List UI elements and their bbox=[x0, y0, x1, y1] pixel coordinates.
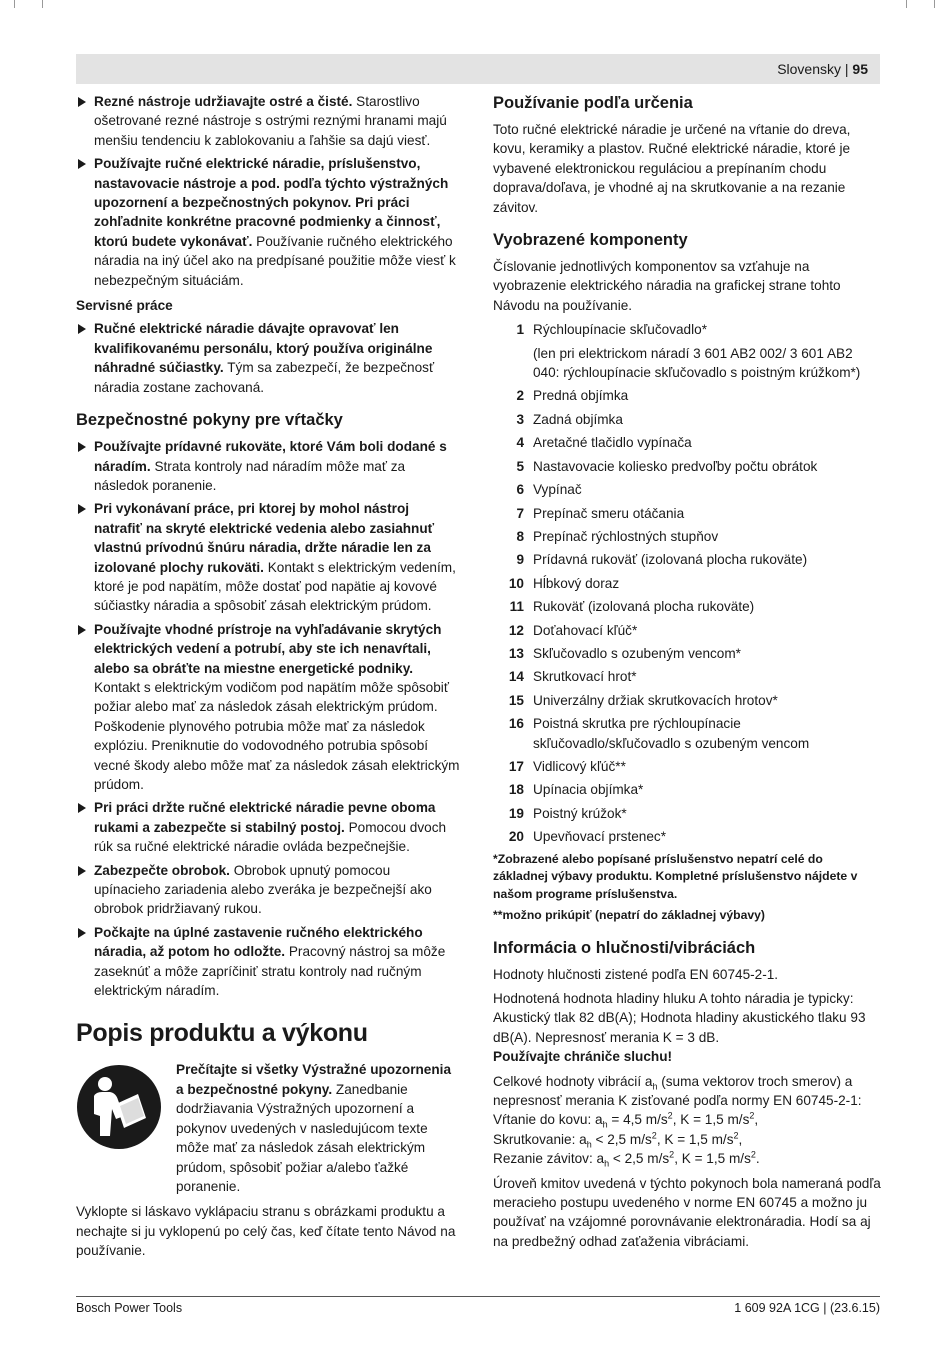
component-label: Rýchloupínacie skľučovadlo* bbox=[533, 322, 707, 338]
component-list bbox=[493, 320, 881, 846]
bullet-text: Pracovný nástroj sa môže zaseknúť a môže zapríčiniť stratu kontroly nad ručným elektrickým náradím. bbox=[94, 944, 446, 999]
page-header bbox=[76, 54, 880, 84]
component-item bbox=[493, 691, 881, 710]
safety-bullet bbox=[76, 861, 460, 919]
components-heading: Vyobrazené komponenty bbox=[493, 231, 688, 250]
left-column bbox=[76, 92, 460, 1265]
component-number: 3 bbox=[516, 411, 524, 427]
component-number: 8 bbox=[516, 528, 524, 544]
bullet-bold: Ručné elektrické náradie dávajte opravovať len kvalifikovanému personálu, ktorý používa originálne náhradné súčiastky. bbox=[94, 321, 433, 376]
component-label: Upínacia objímka* bbox=[533, 782, 644, 798]
safety-bullet bbox=[76, 499, 460, 615]
component-number: 11 bbox=[509, 599, 524, 615]
vibration-intro: Celkové hodnoty vibrácií a bbox=[493, 1073, 653, 1089]
component-label: Skrutkovací hrot* bbox=[533, 669, 637, 685]
component-label: Poistný krúžok* bbox=[533, 805, 627, 821]
component-item bbox=[493, 597, 881, 616]
component-label: Hĺbkový doraz bbox=[533, 575, 620, 591]
component-number: 10 bbox=[508, 575, 524, 591]
page-number: 95 bbox=[852, 61, 868, 77]
intended-use-text: Toto ručné elektrické náradie je určené na vŕtanie do dreva, kovu, keramiky a plastov. Ručné elektrické náradie, ktoré je vybavené elektronickou reguláciou a prepínaním chodu doprava/doľava, je vhodné aj na skrutkovanie a na rezanie závitov. bbox=[493, 122, 851, 215]
component-item bbox=[493, 667, 881, 686]
fold-out-text: Vyklopte si láskavo vyklápaciu stranu s obrázkami produktu a nechajte si ju vyklopenú po celý čas, keď čítate tento Návod na používanie. bbox=[76, 1204, 456, 1259]
footer-divider bbox=[76, 1296, 880, 1297]
bullet-bold: Používajte prídavné rukoväte, ktoré Vám boli dodané s náradím. bbox=[94, 439, 447, 474]
component-label: Nastavovacie koliesko predvoľby počtu obrátok bbox=[533, 458, 818, 474]
warn-text: Zanedbanie dodržiavania Výstražných upozornení a pokynov uvedených v nasledujúcom texte môže mať za následok zásah elektrickým prúdom, spôsobiť požiar a/alebo ťažké poranenie. bbox=[176, 1081, 428, 1194]
vib-threading-value: < 2,5 m/s bbox=[609, 1151, 670, 1167]
vibration-explanation: Úroveň kmitov uvedená v týchto pokynoch bola nameraná podľa meracieho postupu uvedeného v norme EN 60745 a možno ju používať na vzájomné porovnávanie elektronáradia. Hodí sa aj na predbežný odhad zaťaženia vibráciami. bbox=[493, 1175, 881, 1249]
bullet-bold: Pri práci držte ručné elektrické náradie pevne oboma rukami a zabezpečte si stabilný postoj. bbox=[94, 800, 436, 835]
component-number: 20 bbox=[508, 829, 524, 845]
component-number: 5 bbox=[516, 458, 524, 474]
component-number: 15 bbox=[508, 692, 524, 708]
vib-drilling-label: Vŕtanie do kovu: a bbox=[493, 1112, 603, 1128]
component-item bbox=[493, 780, 881, 799]
crop-mark bbox=[934, 0, 935, 8]
component-label: Predná objímka bbox=[533, 388, 629, 404]
component-number: 16 bbox=[508, 716, 524, 732]
safety-bullet bbox=[76, 923, 460, 1001]
superscript-2: 2 bbox=[750, 1149, 756, 1160]
accessory-note: *Zobrazené alebo popísané príslušenstvo nepatrí celé do základnej výbavy produktu. Kompletné príslušenstvo nájdete v našom programe príslušenstva. bbox=[493, 851, 858, 901]
component-number: 2 bbox=[516, 388, 524, 404]
bullet-bold: Používajte vhodné prístroje na vyhľadávanie skrytých elektrických vedení a potrubí, aby ste ich nenavŕtali, alebo sa obráťte na miestne energetické podniky. bbox=[94, 621, 442, 676]
component-number: 14 bbox=[508, 669, 524, 685]
component-label: Poistná skrutka pre rýchloupínacie skľučovadlo/skľučovadlo s ozubeným vencom bbox=[533, 716, 810, 751]
drill-safety-heading: Bezpečnostné pokyny pre vŕtačky bbox=[76, 411, 343, 430]
bullet-arrow-icon bbox=[78, 442, 86, 452]
footer-brand: Bosch Power Tools bbox=[76, 1301, 183, 1315]
component-number: 12 bbox=[508, 622, 524, 638]
punct: . bbox=[755, 1151, 760, 1167]
component-item bbox=[493, 480, 881, 499]
component-item bbox=[493, 504, 881, 523]
component-item bbox=[493, 527, 881, 546]
crop-mark bbox=[42, 0, 43, 8]
component-item bbox=[493, 644, 881, 663]
bullet-text: Strata kontroly nad náradím môže mať za následok poranenie. bbox=[94, 458, 406, 493]
safety-bullet bbox=[76, 798, 460, 856]
component-number: 7 bbox=[516, 505, 524, 521]
vib-drilling-k: , K = 1,5 m/s bbox=[672, 1112, 750, 1128]
purchase-note: **možno prikúpiť (nepatrí do základnej výbavy) bbox=[493, 908, 765, 923]
bullet-arrow-icon bbox=[78, 866, 86, 876]
component-sublabel: (len pri elektrickom náradí 3 601 AB2 002/ 3 601 AB2 040: rýchloupínacie skľučovadlo s poistným krúžkom*) bbox=[533, 345, 861, 381]
component-label: Prídavná rukoväť (izolovaná plocha rukoväte) bbox=[533, 552, 808, 568]
component-label: Upevňovací prstenec* bbox=[533, 829, 666, 845]
bullet-bold: Používajte ručné elektrické náradie, príslušenstvo, nastavovacie nástroje a pod. podľa týchto výstražných upozornení a bezpečnostných pokynov. Pri práci zohľadnite konkrétne pracovné podmienky a činnosť, ktorú budete vykonávať. bbox=[94, 156, 449, 249]
component-label: Prepínač smeru otáčania bbox=[533, 505, 685, 521]
component-item bbox=[493, 386, 881, 405]
subscript-h: h bbox=[602, 1120, 608, 1131]
component-number: 18 bbox=[508, 782, 524, 798]
bullet-text: Starostlivo ošetrované rezné nástroje s ostrými reznými hranami majú menšiu tendenciu k zablokovaniu a ľahšie sa dajú viesť. bbox=[94, 94, 447, 148]
header-text bbox=[777, 60, 868, 78]
vibration-intro-cont: (suma vektorov troch smerov) a nepresnosť merania K zisťované podľa normy EN 60745-2-1: bbox=[493, 1073, 862, 1109]
superscript-2: 2 bbox=[749, 1110, 755, 1121]
component-item bbox=[493, 320, 881, 382]
crop-mark bbox=[14, 0, 15, 8]
component-label: Prepínač rýchlostných stupňov bbox=[533, 528, 719, 544]
punct: , bbox=[754, 1112, 759, 1128]
component-item bbox=[493, 827, 881, 846]
component-label: Aretačné tlačidlo vypínača bbox=[533, 435, 692, 451]
bullet-arrow-icon bbox=[78, 97, 86, 107]
bullet-bold: Rezné nástroje udržiavajte ostré a čisté. bbox=[94, 94, 353, 109]
component-label: Zadná objímka bbox=[533, 411, 623, 427]
component-item bbox=[493, 457, 881, 476]
component-item bbox=[493, 621, 881, 640]
component-item bbox=[493, 433, 881, 452]
subscript-h: h bbox=[586, 1139, 592, 1150]
superscript-2: 2 bbox=[651, 1130, 657, 1141]
bullet-text: Kontakt s elektrickým vodičom pod napätím môže spôsobiť požiar alebo mať za následok zásah elektrickým prúdom. Poškodenie plynového potrubia môže mať za následok explóziu. Preniknutie do vodovodného potrubia spôsobí vecné škody alebo môže mať za následok zásah elektrickým prúdom. bbox=[94, 679, 460, 792]
subscript-h: h bbox=[604, 1158, 610, 1169]
hearing-protection-text: Používajte chrániče sluchu! bbox=[493, 1049, 673, 1065]
component-number: 4 bbox=[516, 435, 524, 451]
component-item bbox=[493, 757, 881, 776]
bullet-text: Obrobok upnutý pomocou upínacieho zariadenia alebo zveráka je bezpečnejší ako obrobok pridržiavaný rukou. bbox=[94, 862, 432, 917]
vibration-values bbox=[493, 1072, 881, 1169]
safety-bullet bbox=[76, 92, 460, 150]
bullet-bold: Pri vykonávaní práce, pri ktorej by mohol nástroj natrafiť na skryté elektrické vedenia alebo zasiahnuť vlastnú prívodnú šnúru náradia, držte náradie len za izolované plochy rukoväti. bbox=[94, 501, 435, 575]
component-number: 19 bbox=[508, 805, 524, 821]
bullet-text: Kontakt s elektrickým vedením, ktoré je pod napätím, môže dostať pod napätie aj kovové súčiastky náradia a spôsobiť zásah elektrickým prúdom. bbox=[94, 559, 456, 614]
component-item bbox=[493, 550, 881, 569]
superscript-2: 2 bbox=[733, 1130, 739, 1141]
service-heading: Servisné práce bbox=[76, 298, 173, 314]
vib-threading-k: , K = 1,5 m/s bbox=[674, 1151, 751, 1167]
component-label: Doťahovací kľúč* bbox=[533, 622, 638, 638]
component-number: 9 bbox=[516, 552, 524, 568]
safety-bullet bbox=[76, 154, 460, 290]
superscript-2: 2 bbox=[667, 1110, 673, 1121]
bullet-bold: Počkajte na úplné zastavenie ručného elektrického náradia, až potom ho odložte. bbox=[94, 924, 423, 960]
bullet-bold: Zabezpečte obrobok. bbox=[94, 862, 230, 878]
safety-bullet bbox=[76, 437, 460, 495]
bullet-text: Tým sa zabezpečí, že bezpečnosť náradia zostane zachovaná. bbox=[94, 360, 435, 395]
component-number: 1 bbox=[516, 322, 524, 338]
component-number: 17 bbox=[508, 758, 524, 774]
component-item bbox=[493, 410, 881, 429]
component-label: Rukoväť (izolovaná plocha rukoväte) bbox=[533, 599, 755, 615]
vib-screwdriving-label: Skrutkovanie: a bbox=[493, 1131, 587, 1147]
intended-use-heading: Používanie podľa určenia bbox=[493, 94, 693, 112]
read-manual-icon bbox=[76, 1064, 162, 1150]
vib-screwdriving-k: , K = 1,5 m/s bbox=[656, 1131, 734, 1147]
component-item bbox=[493, 574, 881, 593]
footer-doc-number: 1 609 92A 1CG | (23.6.15) bbox=[734, 1301, 880, 1315]
component-label: Univerzálny držiak skrutkovacích hrotov* bbox=[533, 692, 778, 708]
component-label: Vidlicový kľúč** bbox=[533, 758, 626, 774]
read-instructions-block bbox=[76, 1060, 460, 1196]
noise-vibration-heading: Informácia o hlučnosti/vibráciách bbox=[493, 938, 756, 957]
vib-threading-label: Rezanie závitov: a bbox=[493, 1151, 605, 1167]
warn-bold: Prečítajte si všetky Výstražné upozornenia a bezpečnostné pokyny. bbox=[176, 1062, 452, 1097]
component-number: 6 bbox=[516, 482, 524, 498]
component-label: Vypínač bbox=[533, 482, 582, 498]
bullet-arrow-icon bbox=[78, 803, 86, 813]
bullet-arrow-icon bbox=[78, 625, 86, 635]
safety-bullet bbox=[76, 319, 460, 397]
bullet-arrow-icon bbox=[78, 324, 86, 334]
bullet-text: Pomocou dvoch rúk sa ručné elektrické náradie ovláda bezpečnejšie. bbox=[94, 819, 447, 855]
subscript-h: h bbox=[652, 1081, 658, 1092]
superscript-2: 2 bbox=[669, 1149, 675, 1160]
header-language: Slovensky bbox=[777, 61, 841, 77]
noise-level-text: Hodnotená hodnota hladiny hluku A tohto náradia je typicky: Akustický tlak 82 dB(A); Hodnota hladiny akustického tlaku 93 dB(A). Nepresnosť merania K = 3 dB. bbox=[493, 991, 866, 1045]
bullet-text: Používanie ručného elektrického náradia na iný účel ako na predpísané použitie môže viesť k nebezpečným situáciám. bbox=[94, 233, 456, 288]
bullet-arrow-icon bbox=[78, 504, 86, 514]
header-separator: | bbox=[844, 61, 849, 77]
product-section-title: Popis produktu a výkonu bbox=[76, 1019, 368, 1048]
bullet-arrow-icon bbox=[78, 928, 86, 938]
bullet-arrow-icon bbox=[78, 159, 86, 169]
vib-screwdriving-value: < 2,5 m/s bbox=[591, 1131, 652, 1147]
vib-drilling-value: = 4,5 m/s bbox=[607, 1112, 668, 1128]
component-number: 13 bbox=[508, 645, 524, 661]
right-column bbox=[493, 92, 881, 1256]
safety-bullet bbox=[76, 620, 460, 795]
component-label: Skľučovadlo s ozubeným vencom* bbox=[533, 645, 741, 661]
component-item bbox=[493, 714, 881, 753]
crop-mark bbox=[906, 0, 907, 8]
punct: , bbox=[738, 1131, 743, 1147]
components-intro: Číslovanie jednotlivých komponentov sa vzťahuje na vyobrazenie elektrického náradia na grafickej strane tohto Návodu na používanie. bbox=[493, 259, 841, 313]
noise-standard-text: Hodnoty hlučnosti zistené podľa EN 60745-2-1. bbox=[493, 966, 779, 982]
component-item bbox=[493, 804, 881, 823]
